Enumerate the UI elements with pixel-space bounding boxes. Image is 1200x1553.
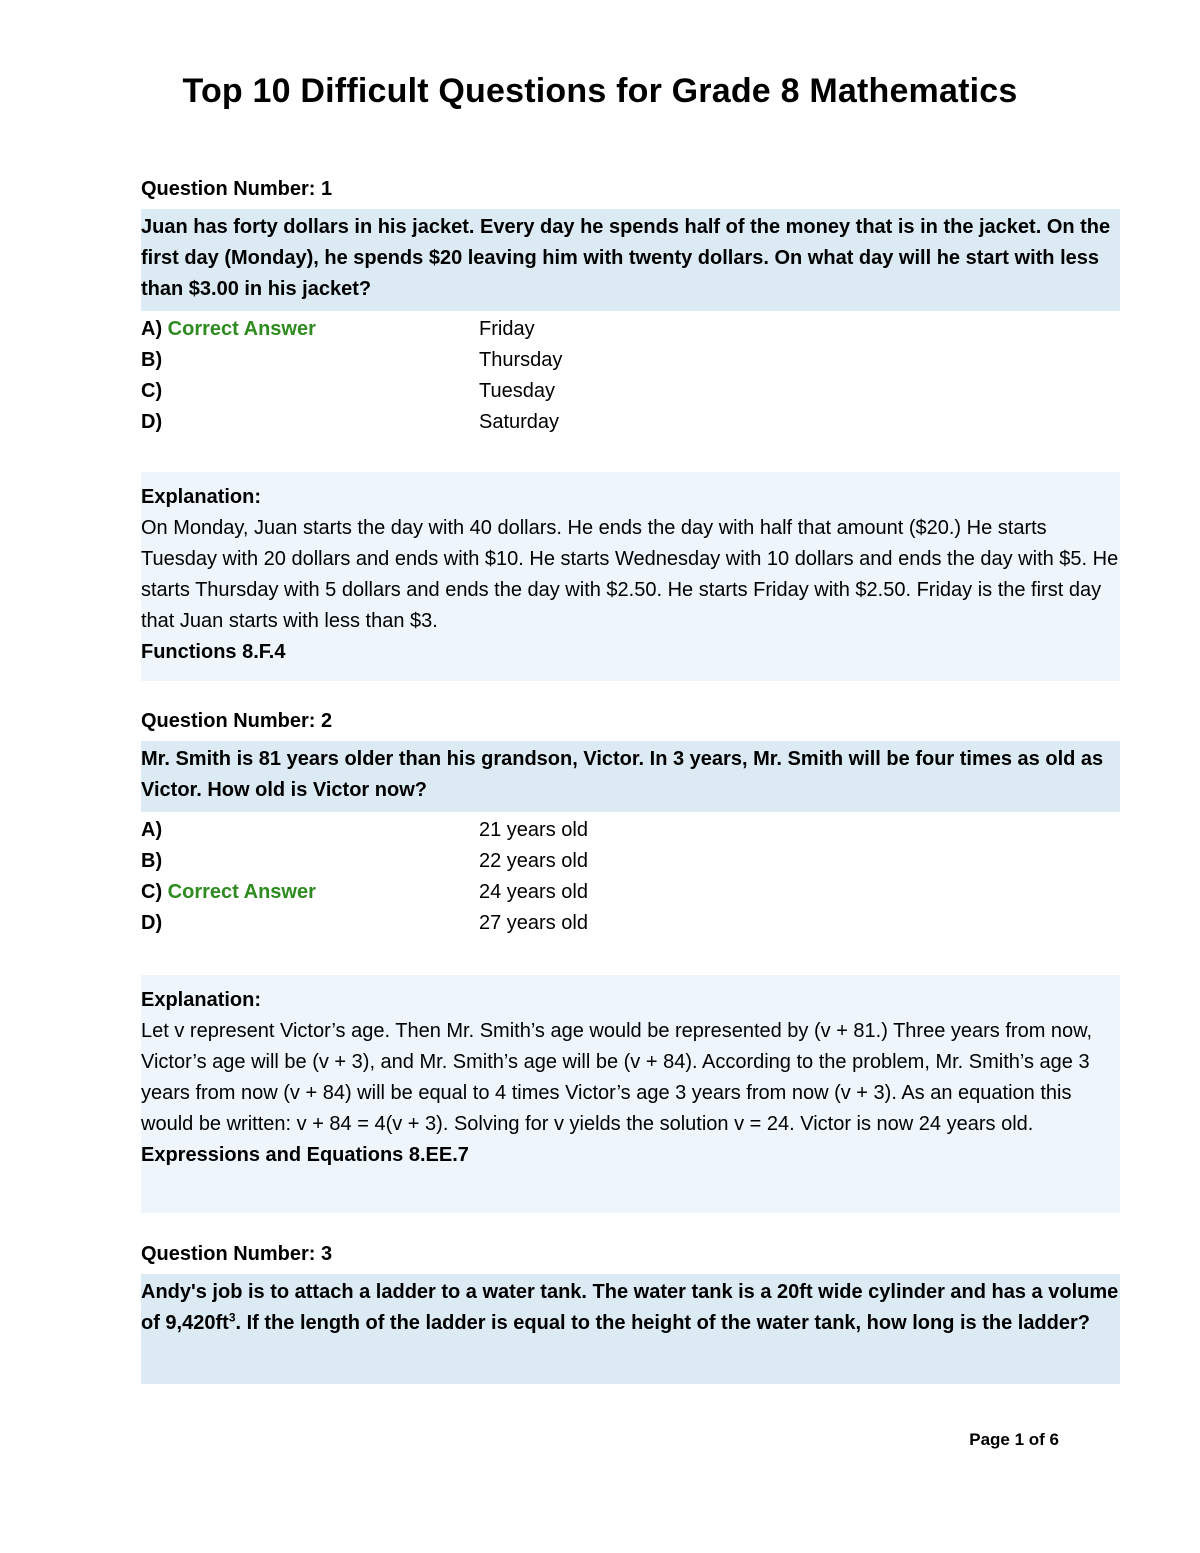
answer-row (141, 345, 1120, 376)
question-number: Question Number: 2 (141, 710, 333, 732)
answer-row (141, 846, 1120, 877)
answer-row (141, 314, 1120, 345)
answer-list (141, 314, 1120, 438)
explanation-box (141, 472, 1120, 681)
answer-letter: C) (141, 881, 163, 903)
explanation-box (141, 975, 1120, 1213)
explanation-heading: Explanation: (141, 486, 262, 508)
question-text-box (141, 1274, 1120, 1384)
question-text: Andy's job is to attach a ladder to a water tank. The water tank is a 20ft wide cylinder and has a volume of 9,420ft (141, 1281, 1119, 1334)
standard-label: Expressions and Equations 8.EE.7 (141, 1144, 469, 1166)
answer-text: Saturday (479, 411, 560, 433)
answer-letter: A) (141, 318, 163, 340)
answer-letter: B) (141, 349, 163, 371)
question-number: Question Number: 3 (141, 1243, 333, 1265)
answer-letter: A) (141, 819, 163, 841)
question-2-section (141, 706, 1120, 939)
superscript-exponent: 3 (228, 1310, 236, 1325)
answer-letter: B) (141, 850, 163, 872)
question-text-box (141, 209, 1120, 311)
answer-row (141, 407, 1120, 438)
explanation-heading: Explanation: (141, 989, 262, 1011)
answer-text: 24 years old (479, 881, 588, 903)
answer-letter: D) (141, 411, 163, 433)
answer-row (141, 815, 1120, 846)
correct-answer-label: Correct Answer (167, 881, 316, 903)
answer-text: 21 years old (479, 819, 588, 841)
page-number: Page 1 of 6 (969, 1430, 1059, 1449)
question-text-continued: . If the length of the ladder is equal to the height of the water tank, how long is the ladder? (235, 1312, 1090, 1334)
question-text-box (141, 741, 1120, 812)
question-text: Juan has forty dollars in his jacket. Every day he spends half of the money that is in the jacket. On the first day (Monday), he spends $20 leaving him with twenty dollars. On what day will he start with less than $3.00 in his jacket? (141, 216, 1111, 300)
answer-letter: C) (141, 380, 163, 402)
answer-row (141, 908, 1120, 939)
answer-text: Friday (479, 318, 535, 340)
answer-text: Tuesday (479, 380, 555, 402)
question-3-section (141, 1239, 1120, 1384)
question-number: Question Number: 1 (141, 178, 333, 200)
explanation-text: Let v represent Victor’s age. Then Mr. Smith’s age would be represented by (v + 81.) Three years from now, Victor’s age will be (v + 3), and Mr. Smith’s age will be (v + 84). According to the problem, Mr. Smith’s age 3 years from now (v + 84) will be equal to 4 times Victor’s age 3 years from now (v + 3). As an equation this would be written: v + 84 = 4(v + 3). Solving for v yields the solution v = 24. Victor is now 24 years old. (141, 1020, 1093, 1135)
answer-letter: D) (141, 912, 163, 934)
correct-answer-label: Correct Answer (167, 318, 316, 340)
explanation-text: On Monday, Juan starts the day with 40 dollars. He ends the day with half that amount ($20.) He starts Tuesday with 20 dollars and ends with $10. He starts Wednesday with 10 dollars and ends the day with $5. He starts Thursday with 5 dollars and ends the day with $2.50. He starts Friday with $2.50. Friday is the first day that Juan starts with less than $3. (141, 517, 1119, 632)
answer-list (141, 815, 1120, 939)
question-1-section (141, 174, 1120, 438)
answer-row (141, 376, 1120, 407)
page-title: Top 10 Difficult Questions for Grade 8 Mathematics (182, 72, 1018, 110)
answer-text: 22 years old (479, 850, 588, 872)
answer-row (141, 877, 1120, 908)
answer-text: Thursday (479, 349, 563, 371)
answer-text: 27 years old (479, 912, 588, 934)
question-text: Mr. Smith is 81 years older than his grandson, Victor. In 3 years, Mr. Smith will be four times as old as Victor. How old is Victor now? (141, 748, 1104, 801)
standard-label: Functions 8.F.4 (141, 641, 286, 663)
